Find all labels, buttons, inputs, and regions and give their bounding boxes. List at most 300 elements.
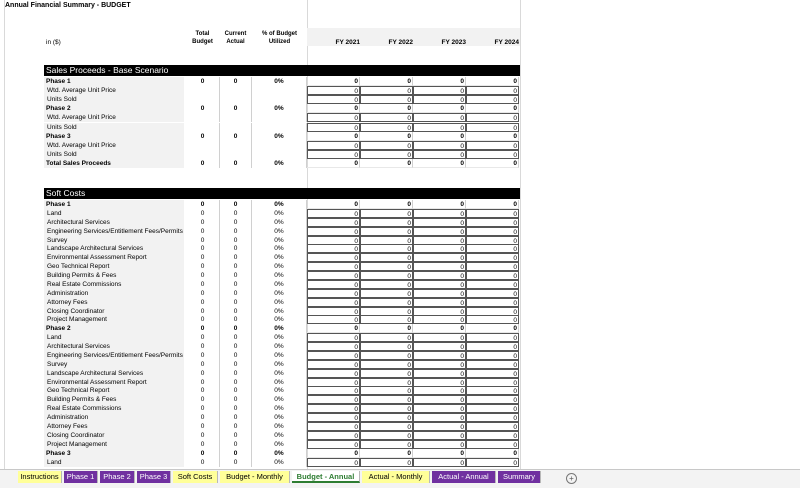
fy-value-cell[interactable]: 0: [466, 413, 519, 422]
fy-value-cell[interactable]: 0: [413, 458, 466, 467]
total-budget-cell[interactable]: 0: [186, 422, 220, 431]
fy-value-cell[interactable]: 0: [307, 333, 360, 342]
fy-value-cell[interactable]: 0: [466, 262, 519, 271]
total-budget-cell[interactable]: 0: [186, 449, 220, 458]
fy-value-cell[interactable]: 0: [360, 378, 413, 387]
total-budget-cell[interactable]: 0: [186, 298, 220, 307]
current-actual-cell[interactable]: 0: [220, 236, 252, 245]
fy-value-cell[interactable]: 0: [466, 244, 519, 253]
pct-budget-cell[interactable]: 0%: [252, 289, 307, 298]
current-actual-cell[interactable]: 0: [220, 227, 252, 236]
total-budget-cell[interactable]: 0: [186, 369, 220, 378]
fy-value-cell[interactable]: 0: [413, 236, 466, 245]
pct-budget-cell[interactable]: [252, 113, 307, 122]
pct-budget-cell[interactable]: 0%: [252, 404, 307, 413]
total-budget-cell[interactable]: 0: [186, 262, 220, 271]
fy-value-cell[interactable]: 0: [360, 422, 413, 431]
pct-budget-cell[interactable]: 0%: [252, 218, 307, 227]
pct-budget-cell[interactable]: 0%: [252, 386, 307, 395]
fy-value-cell[interactable]: 0: [360, 218, 413, 227]
row-label[interactable]: Phase 2: [44, 104, 184, 113]
fy-value-cell[interactable]: 0: [413, 104, 466, 113]
current-actual-cell[interactable]: 0: [220, 262, 252, 271]
pct-budget-cell[interactable]: 0%: [252, 378, 307, 387]
fy-value-cell[interactable]: 0: [466, 458, 519, 467]
fy-value-cell[interactable]: 0: [307, 440, 360, 449]
total-budget-cell[interactable]: [186, 141, 220, 150]
pct-budget-cell[interactable]: 0%: [252, 324, 307, 333]
fy-value-cell[interactable]: 0: [466, 280, 519, 289]
fy-value-cell[interactable]: 0: [307, 431, 360, 440]
total-budget-cell[interactable]: 0: [186, 395, 220, 404]
total-budget-cell[interactable]: [186, 113, 220, 122]
fy-value-cell[interactable]: 0: [307, 404, 360, 413]
current-actual-cell[interactable]: 0: [220, 104, 252, 113]
fy-value-cell[interactable]: 0: [360, 458, 413, 467]
fy-value-cell[interactable]: 0: [307, 253, 360, 262]
fy-value-cell[interactable]: 0: [466, 104, 519, 113]
fy-value-cell[interactable]: 0: [360, 141, 413, 150]
fy-value-cell[interactable]: 0: [307, 150, 360, 159]
pct-budget-cell[interactable]: 0%: [252, 253, 307, 262]
sheet-tab[interactable]: Phase 1: [64, 471, 98, 483]
total-budget-cell[interactable]: 0: [186, 236, 220, 245]
fy-value-cell[interactable]: 0: [413, 218, 466, 227]
row-label[interactable]: Total Sales Proceeds: [44, 159, 184, 168]
pct-budget-cell[interactable]: 0%: [252, 413, 307, 422]
current-actual-cell[interactable]: 0: [220, 280, 252, 289]
fy-value-cell[interactable]: 0: [360, 104, 413, 113]
fy-value-cell[interactable]: 0: [307, 449, 360, 458]
fy-value-cell[interactable]: 0: [307, 369, 360, 378]
fy-value-cell[interactable]: 0: [307, 280, 360, 289]
current-actual-cell[interactable]: 0: [220, 218, 252, 227]
fy-value-cell[interactable]: 0: [466, 209, 519, 218]
current-actual-cell[interactable]: 0: [220, 159, 252, 168]
fy-value-cell[interactable]: 0: [360, 132, 413, 141]
fy-value-cell[interactable]: 0: [413, 132, 466, 141]
total-budget-cell[interactable]: 0: [186, 159, 220, 168]
fy-value-cell[interactable]: 0: [413, 413, 466, 422]
fy-value-cell[interactable]: 0: [413, 386, 466, 395]
fy-value-cell[interactable]: 0: [466, 236, 519, 245]
pct-budget-cell[interactable]: 0%: [252, 227, 307, 236]
total-budget-cell[interactable]: [186, 95, 220, 104]
row-label[interactable]: Phase 1: [44, 77, 184, 86]
fy-value-cell[interactable]: 0: [307, 159, 360, 168]
fy-value-cell[interactable]: 0: [466, 271, 519, 280]
total-budget-cell[interactable]: 0: [186, 413, 220, 422]
pct-budget-cell[interactable]: 0%: [252, 440, 307, 449]
current-actual-cell[interactable]: 0: [220, 395, 252, 404]
current-actual-cell[interactable]: 0: [220, 369, 252, 378]
fy-value-cell[interactable]: 0: [466, 218, 519, 227]
total-budget-cell[interactable]: 0: [186, 351, 220, 360]
sheet-tab[interactable]: Phase 3: [137, 471, 171, 483]
row-label[interactable]: Environmental Assessment Report: [44, 253, 184, 262]
row-label[interactable]: Land: [44, 333, 184, 342]
row-label[interactable]: Phase 3: [44, 449, 184, 458]
current-actual-cell[interactable]: 0: [220, 289, 252, 298]
fy-value-cell[interactable]: 0: [307, 289, 360, 298]
total-budget-cell[interactable]: 0: [186, 324, 220, 333]
total-budget-cell[interactable]: 0: [186, 378, 220, 387]
pct-budget-cell[interactable]: 0%: [252, 236, 307, 245]
pct-budget-cell[interactable]: 0%: [252, 200, 307, 209]
row-label[interactable]: Wtd. Average Unit Price: [44, 141, 184, 150]
current-actual-cell[interactable]: 0: [220, 209, 252, 218]
fy-value-cell[interactable]: 0: [307, 218, 360, 227]
row-label[interactable]: Units Sold: [44, 123, 184, 132]
pct-budget-cell[interactable]: 0%: [252, 333, 307, 342]
fy-value-cell[interactable]: 0: [307, 378, 360, 387]
total-budget-cell[interactable]: 0: [186, 227, 220, 236]
fy-value-cell[interactable]: 0: [360, 280, 413, 289]
fy-value-cell[interactable]: 0: [413, 244, 466, 253]
total-budget-cell[interactable]: 0: [186, 132, 220, 141]
total-budget-cell[interactable]: 0: [186, 360, 220, 369]
fy-value-cell[interactable]: 0: [413, 159, 466, 168]
fy-value-cell[interactable]: 0: [360, 77, 413, 86]
fy-value-cell[interactable]: 0: [413, 431, 466, 440]
current-actual-cell[interactable]: 0: [220, 324, 252, 333]
total-budget-cell[interactable]: 0: [186, 218, 220, 227]
fy-value-cell[interactable]: 0: [360, 404, 413, 413]
total-budget-cell[interactable]: 0: [186, 333, 220, 342]
pct-budget-cell[interactable]: 0%: [252, 132, 307, 141]
row-label[interactable]: Land: [44, 209, 184, 218]
current-actual-cell[interactable]: 0: [220, 315, 252, 324]
row-label[interactable]: Units Sold: [44, 150, 184, 159]
current-actual-cell[interactable]: [220, 113, 252, 122]
total-budget-cell[interactable]: 0: [186, 431, 220, 440]
fy-value-cell[interactable]: 0: [307, 324, 360, 333]
pct-budget-cell[interactable]: [252, 95, 307, 104]
current-actual-cell[interactable]: 0: [220, 458, 252, 467]
fy-value-cell[interactable]: 0: [307, 209, 360, 218]
current-actual-cell[interactable]: 0: [220, 351, 252, 360]
current-actual-cell[interactable]: [220, 95, 252, 104]
current-actual-cell[interactable]: 0: [220, 431, 252, 440]
fy-value-cell[interactable]: 0: [466, 386, 519, 395]
row-label[interactable]: Attorney Fees: [44, 422, 184, 431]
fy-value-cell[interactable]: 0: [466, 132, 519, 141]
row-label[interactable]: Attorney Fees: [44, 298, 184, 307]
fy-value-cell[interactable]: 0: [466, 86, 519, 95]
fy-value-cell[interactable]: 0: [413, 141, 466, 150]
pct-budget-cell[interactable]: 0%: [252, 422, 307, 431]
pct-budget-cell[interactable]: 0%: [252, 298, 307, 307]
row-label[interactable]: Building Permits & Fees: [44, 395, 184, 404]
row-label[interactable]: Administration: [44, 289, 184, 298]
current-actual-cell[interactable]: 0: [220, 378, 252, 387]
fy-value-cell[interactable]: 0: [307, 104, 360, 113]
fy-value-cell[interactable]: 0: [466, 77, 519, 86]
fy-value-cell[interactable]: 0: [307, 236, 360, 245]
pct-budget-cell[interactable]: 0%: [252, 307, 307, 316]
fy-value-cell[interactable]: 0: [360, 324, 413, 333]
sheet-tab[interactable]: Soft Costs: [173, 471, 218, 483]
fy-value-cell[interactable]: 0: [307, 395, 360, 404]
fy-value-cell[interactable]: 0: [307, 200, 360, 209]
current-actual-cell[interactable]: 0: [220, 244, 252, 253]
fy-value-cell[interactable]: 0: [466, 449, 519, 458]
fy-value-cell[interactable]: 0: [360, 200, 413, 209]
total-budget-cell[interactable]: 0: [186, 458, 220, 467]
fy-value-cell[interactable]: 0: [466, 351, 519, 360]
total-budget-cell[interactable]: 0: [186, 209, 220, 218]
total-budget-cell[interactable]: [186, 86, 220, 95]
pct-budget-cell[interactable]: 0%: [252, 458, 307, 467]
current-actual-cell[interactable]: [220, 86, 252, 95]
sheet-tab[interactable]: Actual - Monthly: [362, 471, 430, 483]
pct-budget-cell[interactable]: 0%: [252, 244, 307, 253]
current-actual-cell[interactable]: 0: [220, 440, 252, 449]
fy-value-cell[interactable]: 0: [413, 271, 466, 280]
fy-value-cell[interactable]: 0: [360, 113, 413, 122]
fy-value-cell[interactable]: 0: [413, 360, 466, 369]
fy-value-cell[interactable]: 0: [466, 289, 519, 298]
pct-budget-cell[interactable]: 0%: [252, 209, 307, 218]
fy-value-cell[interactable]: 0: [360, 395, 413, 404]
current-actual-cell[interactable]: 0: [220, 360, 252, 369]
fy-value-cell[interactable]: 0: [413, 123, 466, 132]
fy-value-cell[interactable]: 0: [360, 449, 413, 458]
fy-value-cell[interactable]: 0: [307, 227, 360, 236]
current-actual-cell[interactable]: 0: [220, 386, 252, 395]
fy-value-cell[interactable]: 0: [360, 413, 413, 422]
fy-value-cell[interactable]: 0: [466, 440, 519, 449]
fy-value-cell[interactable]: 0: [307, 123, 360, 132]
current-actual-cell[interactable]: 0: [220, 253, 252, 262]
fy-value-cell[interactable]: 0: [307, 315, 360, 324]
fy-value-cell[interactable]: 0: [413, 289, 466, 298]
fy-value-cell[interactable]: 0: [307, 342, 360, 351]
fy-value-cell[interactable]: 0: [413, 77, 466, 86]
fy-value-cell[interactable]: 0: [413, 227, 466, 236]
sheet-tab[interactable]: Actual - Annual: [432, 471, 496, 483]
current-actual-cell[interactable]: [220, 141, 252, 150]
total-budget-cell[interactable]: 0: [186, 200, 220, 209]
pct-budget-cell[interactable]: 0%: [252, 315, 307, 324]
fy-value-cell[interactable]: 0: [466, 431, 519, 440]
fy-value-cell[interactable]: 0: [307, 298, 360, 307]
fy-value-cell[interactable]: 0: [360, 342, 413, 351]
fy-value-cell[interactable]: 0: [466, 333, 519, 342]
row-label[interactable]: Administration: [44, 413, 184, 422]
fy-value-cell[interactable]: 0: [466, 422, 519, 431]
fy-value-cell[interactable]: 0: [466, 404, 519, 413]
fy-value-cell[interactable]: 0: [360, 386, 413, 395]
fy-value-cell[interactable]: 0: [307, 77, 360, 86]
fy-value-cell[interactable]: 0: [307, 307, 360, 316]
row-label[interactable]: Closing Coordinator: [44, 307, 184, 316]
fy-value-cell[interactable]: 0: [466, 141, 519, 150]
total-budget-cell[interactable]: [186, 123, 220, 132]
fy-value-cell[interactable]: 0: [466, 378, 519, 387]
row-label[interactable]: Phase 3: [44, 132, 184, 141]
row-label[interactable]: Architectural Services: [44, 342, 184, 351]
fy-value-cell[interactable]: 0: [413, 342, 466, 351]
fy-value-cell[interactable]: 0: [360, 150, 413, 159]
total-budget-cell[interactable]: 0: [186, 440, 220, 449]
fy-value-cell[interactable]: 0: [307, 351, 360, 360]
row-label[interactable]: Landscape Architectural Services: [44, 244, 184, 253]
fy-value-cell[interactable]: 0: [413, 422, 466, 431]
row-label[interactable]: Architectural Services: [44, 218, 184, 227]
fy-value-cell[interactable]: 0: [307, 132, 360, 141]
total-budget-cell[interactable]: 0: [186, 386, 220, 395]
current-actual-cell[interactable]: 0: [220, 298, 252, 307]
pct-budget-cell[interactable]: 0%: [252, 351, 307, 360]
total-budget-cell[interactable]: 0: [186, 253, 220, 262]
pct-budget-cell[interactable]: 0%: [252, 369, 307, 378]
current-actual-cell[interactable]: [220, 150, 252, 159]
fy-value-cell[interactable]: 0: [466, 369, 519, 378]
total-budget-cell[interactable]: 0: [186, 280, 220, 289]
pct-budget-cell[interactable]: 0%: [252, 449, 307, 458]
fy-value-cell[interactable]: 0: [360, 209, 413, 218]
pct-budget-cell[interactable]: [252, 150, 307, 159]
fy-value-cell[interactable]: 0: [360, 369, 413, 378]
fy-value-cell[interactable]: 0: [360, 431, 413, 440]
fy-value-cell[interactable]: 0: [413, 307, 466, 316]
pct-budget-cell[interactable]: [252, 123, 307, 132]
pct-budget-cell[interactable]: 0%: [252, 342, 307, 351]
total-budget-cell[interactable]: 0: [186, 404, 220, 413]
current-actual-cell[interactable]: 0: [220, 271, 252, 280]
row-label[interactable]: Survey: [44, 236, 184, 245]
pct-budget-cell[interactable]: 0%: [252, 280, 307, 289]
fy-value-cell[interactable]: 0: [360, 440, 413, 449]
fy-value-cell[interactable]: 0: [307, 141, 360, 150]
fy-value-cell[interactable]: 0: [307, 95, 360, 104]
current-actual-cell[interactable]: 0: [220, 333, 252, 342]
fy-value-cell[interactable]: 0: [360, 123, 413, 132]
row-label[interactable]: Project Management: [44, 315, 184, 324]
row-label[interactable]: Phase 1: [44, 200, 184, 209]
row-label[interactable]: Project Management: [44, 440, 184, 449]
fy-value-cell[interactable]: 0: [466, 342, 519, 351]
pct-budget-cell[interactable]: 0%: [252, 104, 307, 113]
pct-budget-cell[interactable]: 0%: [252, 77, 307, 86]
fy-value-cell[interactable]: 0: [413, 369, 466, 378]
fy-value-cell[interactable]: 0: [466, 200, 519, 209]
fy-value-cell[interactable]: 0: [413, 351, 466, 360]
current-actual-cell[interactable]: 0: [220, 200, 252, 209]
current-actual-cell[interactable]: 0: [220, 342, 252, 351]
fy-value-cell[interactable]: 0: [360, 244, 413, 253]
total-budget-cell[interactable]: 0: [186, 271, 220, 280]
fy-value-cell[interactable]: 0: [413, 378, 466, 387]
fy-value-cell[interactable]: 0: [413, 86, 466, 95]
pct-budget-cell[interactable]: [252, 141, 307, 150]
fy-value-cell[interactable]: 0: [307, 458, 360, 467]
fy-value-cell[interactable]: 0: [413, 324, 466, 333]
fy-value-cell[interactable]: 0: [307, 244, 360, 253]
row-label[interactable]: Units Sold: [44, 95, 184, 104]
fy-value-cell[interactable]: 0: [307, 113, 360, 122]
fy-value-cell[interactable]: 0: [466, 123, 519, 132]
current-actual-cell[interactable]: 0: [220, 413, 252, 422]
total-budget-cell[interactable]: 0: [186, 77, 220, 86]
current-actual-cell[interactable]: [220, 123, 252, 132]
total-budget-cell[interactable]: [186, 150, 220, 159]
fy-value-cell[interactable]: 0: [413, 298, 466, 307]
fy-value-cell[interactable]: 0: [466, 227, 519, 236]
row-label[interactable]: Wtd. Average Unit Price: [44, 86, 184, 95]
fy-value-cell[interactable]: 0: [413, 449, 466, 458]
fy-value-cell[interactable]: 0: [307, 422, 360, 431]
fy-value-cell[interactable]: 0: [413, 200, 466, 209]
sheet-tab[interactable]: Instructions: [18, 471, 62, 483]
fy-value-cell[interactable]: 0: [413, 95, 466, 104]
fy-value-cell[interactable]: 0: [413, 113, 466, 122]
current-actual-cell[interactable]: 0: [220, 422, 252, 431]
fy-value-cell[interactable]: 0: [466, 360, 519, 369]
fy-value-cell[interactable]: 0: [360, 253, 413, 262]
pct-budget-cell[interactable]: 0%: [252, 271, 307, 280]
row-label[interactable]: Geo Technical Report: [44, 262, 184, 271]
row-label[interactable]: Engineering Services/Entitlement Fees/Permits: [44, 227, 184, 236]
fy-value-cell[interactable]: 0: [466, 307, 519, 316]
row-label[interactable]: Land: [44, 458, 184, 467]
total-budget-cell[interactable]: 0: [186, 244, 220, 253]
pct-budget-cell[interactable]: [252, 86, 307, 95]
fy-value-cell[interactable]: 0: [307, 262, 360, 271]
fy-value-cell[interactable]: 0: [466, 315, 519, 324]
pct-budget-cell[interactable]: 0%: [252, 360, 307, 369]
fy-value-cell[interactable]: 0: [413, 440, 466, 449]
fy-value-cell[interactable]: 0: [466, 395, 519, 404]
pct-budget-cell[interactable]: 0%: [252, 159, 307, 168]
row-label[interactable]: Closing Coordinator: [44, 431, 184, 440]
row-label[interactable]: Building Permits & Fees: [44, 271, 184, 280]
row-label[interactable]: Wtd. Average Unit Price: [44, 113, 184, 122]
fy-value-cell[interactable]: 0: [413, 209, 466, 218]
current-actual-cell[interactable]: 0: [220, 404, 252, 413]
row-label[interactable]: Environmental Assessment Report: [44, 378, 184, 387]
fy-value-cell[interactable]: 0: [413, 333, 466, 342]
row-label[interactable]: Phase 2: [44, 324, 184, 333]
fy-value-cell[interactable]: 0: [466, 95, 519, 104]
row-label[interactable]: Real Estate Commissions: [44, 404, 184, 413]
fy-value-cell[interactable]: 0: [466, 150, 519, 159]
fy-value-cell[interactable]: 0: [360, 351, 413, 360]
row-label[interactable]: Geo Technical Report: [44, 386, 184, 395]
fy-value-cell[interactable]: 0: [466, 298, 519, 307]
row-label[interactable]: Landscape Architectural Services: [44, 369, 184, 378]
fy-value-cell[interactable]: 0: [360, 86, 413, 95]
sheet-tab[interactable]: Budget - Monthly: [220, 471, 290, 483]
fy-value-cell[interactable]: 0: [360, 360, 413, 369]
fy-value-cell[interactable]: 0: [413, 404, 466, 413]
fy-value-cell[interactable]: 0: [360, 298, 413, 307]
fy-value-cell[interactable]: 0: [413, 253, 466, 262]
fy-value-cell[interactable]: 0: [360, 315, 413, 324]
fy-value-cell[interactable]: 0: [360, 271, 413, 280]
fy-value-cell[interactable]: 0: [413, 150, 466, 159]
pct-budget-cell[interactable]: 0%: [252, 395, 307, 404]
sheet-tab[interactable]: Summary: [498, 471, 541, 483]
current-actual-cell[interactable]: 0: [220, 132, 252, 141]
fy-value-cell[interactable]: 0: [413, 280, 466, 289]
fy-value-cell[interactable]: 0: [360, 95, 413, 104]
fy-value-cell[interactable]: 0: [360, 262, 413, 271]
fy-value-cell[interactable]: 0: [307, 86, 360, 95]
total-budget-cell[interactable]: 0: [186, 342, 220, 351]
fy-value-cell[interactable]: 0: [360, 333, 413, 342]
